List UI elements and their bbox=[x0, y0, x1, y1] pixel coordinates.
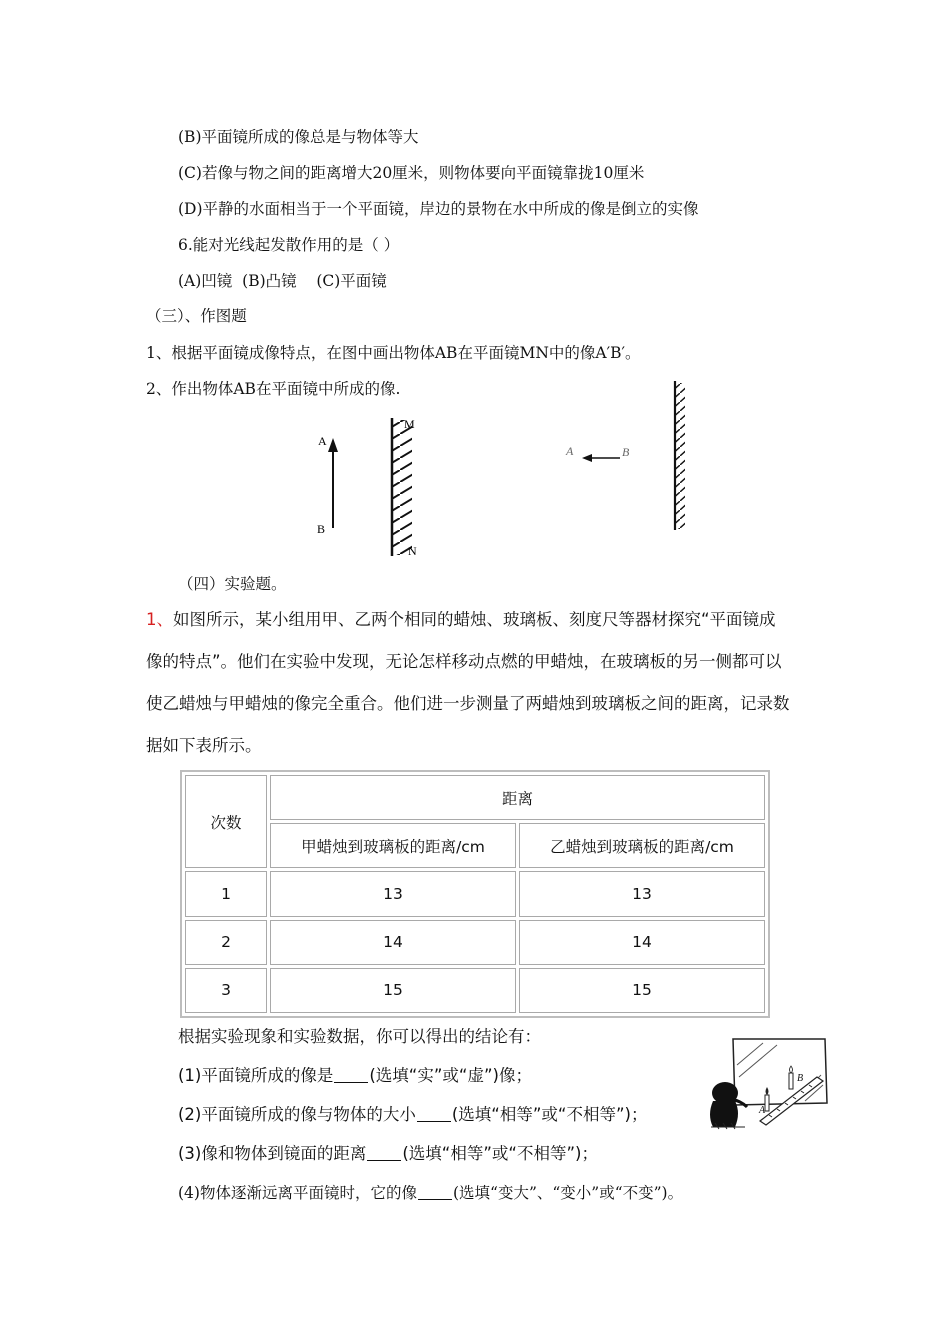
question-6-choices: (A)凹镜 (B)凸镜 (C)平面镜 bbox=[178, 272, 387, 290]
experiment-paragraph-line-2: 像的特点”。他们在实验中发现，无论怎样移动点燃的甲蜡烛，在玻璃板的另一侧都可以 bbox=[146, 652, 782, 671]
conclusions-intro: 根据实验现象和实验数据，你可以得出的结论有： bbox=[178, 1027, 541, 1046]
table-row: 1 13 13 bbox=[185, 871, 765, 916]
option-d: (D)平静的水面相当于一个平面镜，岸边的景物在水中所成的像是倒立的实像 bbox=[178, 200, 699, 218]
table-row: 3 15 15 bbox=[185, 968, 765, 1013]
experiment-illustration bbox=[705, 1035, 835, 1130]
conclusion-4: (4)物体逐渐远离平面镜时，它的像 (选填“变大”、“变小”或“不变”)。 bbox=[178, 1184, 684, 1202]
label-a: A bbox=[759, 1105, 766, 1116]
label-a: A bbox=[318, 434, 327, 448]
label-a: A bbox=[566, 444, 574, 458]
conclusion-2: (2)平面镜所成的像与物体的大小 (选填“相等”或“不相等”)； bbox=[178, 1105, 648, 1124]
label-b: B bbox=[797, 1073, 804, 1084]
experiment-number: 1、 bbox=[146, 610, 173, 629]
person-body bbox=[710, 1101, 738, 1127]
candle-b bbox=[789, 1073, 793, 1089]
answer-blank[interactable] bbox=[418, 1185, 452, 1200]
header-candle-a: 甲蜡烛到玻璃板的距离/cm bbox=[270, 823, 516, 868]
experiment-paragraph-line-3: 使乙蜡烛与甲蜡烛的像完全重合。他们进一步测量了两蜡烛到玻璃板之间的距离，记录数 bbox=[146, 694, 790, 713]
drawing-question-2: 2、作出物体AB在平面镜中所成的像. bbox=[146, 380, 401, 398]
table-row: 2 14 14 bbox=[185, 920, 765, 965]
conclusion-3: (3)像和物体到镜面的距离 (选填“相等”或“不相等”)； bbox=[178, 1144, 598, 1163]
label-m: M bbox=[404, 417, 415, 431]
mirror-hatching bbox=[392, 420, 412, 555]
candle-a bbox=[765, 1095, 769, 1111]
option-c: (C)若像与物之间的距离增大20厘米，则物体要向平面镜靠拢10厘米 bbox=[178, 164, 645, 182]
header-count: 次数 bbox=[185, 775, 267, 868]
header-candle-b: 乙蜡烛到玻璃板的距离/cm bbox=[519, 823, 765, 868]
experiment-paragraph-line-1: 1、如图所示，某小组用甲、乙两个相同的蜡烛、玻璃板、刻度尺等器材探究“平面镜成 bbox=[146, 610, 776, 629]
conclusion-1: (1)平面镜所成的像是 (选填“实”或“虚”)像； bbox=[178, 1066, 532, 1085]
figure-mirror-mn bbox=[300, 410, 440, 560]
figure-mirror-2 bbox=[560, 375, 700, 535]
arrowhead-a bbox=[328, 438, 338, 452]
arrowhead-a bbox=[582, 454, 592, 462]
mirror-hatching bbox=[675, 383, 685, 529]
option-b: (B)平面镜所成的像总是与物体等大 bbox=[178, 128, 419, 146]
answer-blank[interactable] bbox=[367, 1146, 401, 1161]
label-b: B bbox=[317, 522, 326, 536]
question-6: 6.能对光线起发散作用的是（ ） bbox=[178, 236, 400, 254]
data-table bbox=[180, 770, 770, 1018]
label-n: N bbox=[408, 544, 417, 558]
label-b: B bbox=[622, 445, 630, 459]
drawing-question-1: 1、根据平面镜成像特点，在图中画出物体AB在平面镜MN中的像A′B′。 bbox=[146, 344, 641, 362]
section-4-title: （四）实验题。 bbox=[178, 575, 287, 593]
section-3-title: （三）、作图题 bbox=[146, 307, 247, 325]
answer-blank[interactable] bbox=[334, 1068, 368, 1083]
answer-blank[interactable] bbox=[417, 1107, 451, 1122]
glass-plate bbox=[733, 1039, 827, 1105]
experiment-paragraph-line-4: 据如下表所示。 bbox=[146, 736, 262, 755]
header-distance: 距离 bbox=[270, 775, 765, 820]
